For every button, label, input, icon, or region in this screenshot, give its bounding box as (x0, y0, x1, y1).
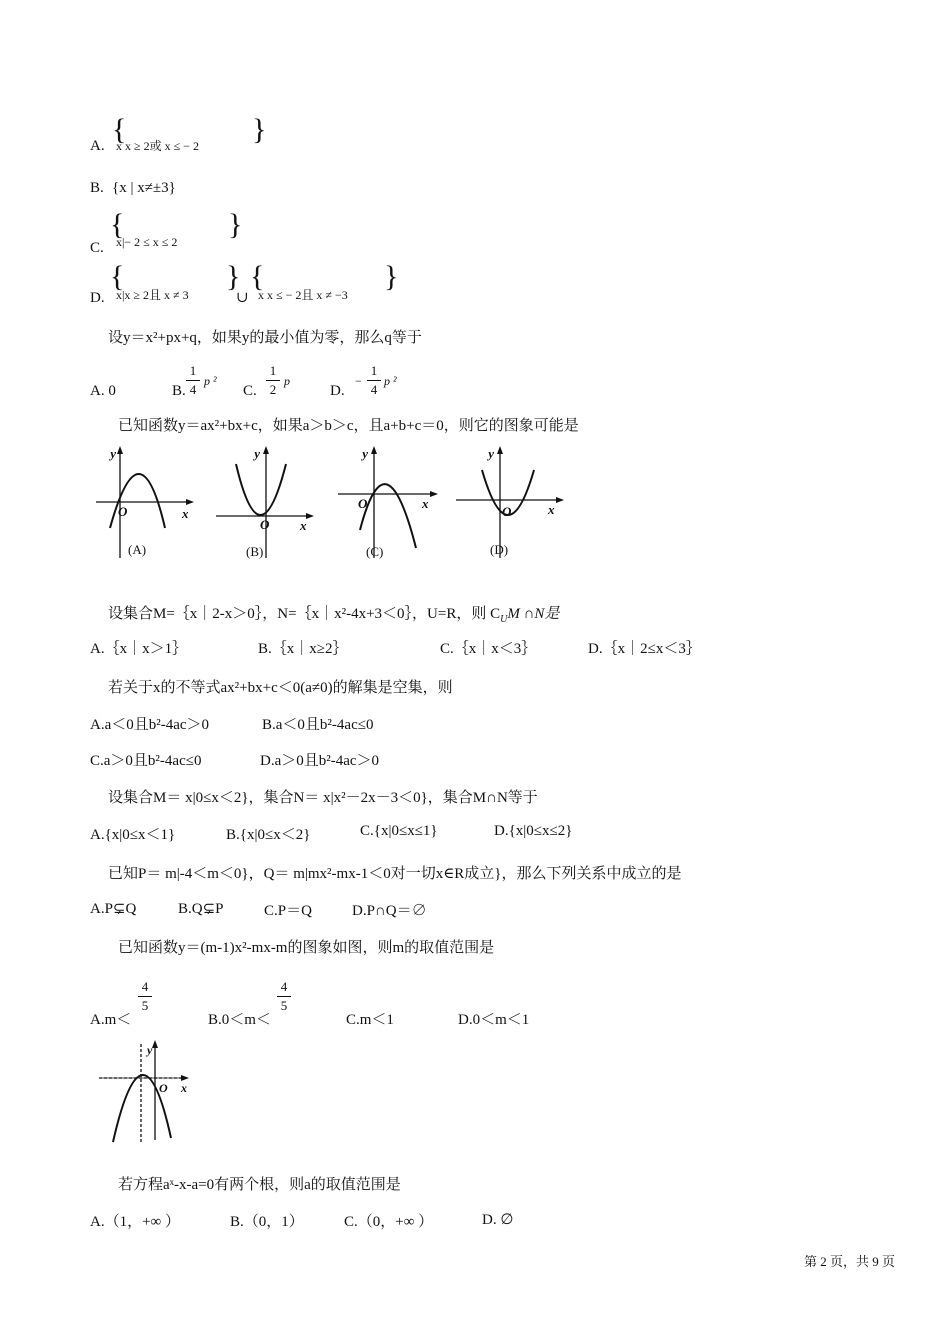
axis-label-x: x (181, 1081, 187, 1095)
axis-label-x: x (422, 496, 429, 511)
question-stem: 已知函数y＝ax²+bx+c，如果a＞b＞c，且a+b+c＝0，则它的图象可能是 (118, 418, 579, 434)
option-c: C.{x|0≤x≤1} (360, 823, 438, 839)
origin-label: O (260, 517, 270, 532)
question-stem: 已知P＝ m|-4＜m＜0}，Q＝ m|mx²-mx-1＜0对一切x∈R成立}，那么下列关系中成立的是 (108, 866, 682, 882)
numerator: 1 (189, 363, 197, 378)
fraction (138, 980, 152, 1013)
option-c-label: C. (243, 383, 257, 399)
denominator: 5 (141, 998, 149, 1013)
option-d-set-left: x|x ≥ 2且 x ≠ 3 (116, 288, 189, 302)
brace-right: } (384, 260, 399, 293)
question-stem: 若方程aˣ-x-a=0有两个根，则a的取值范围是 (118, 1177, 401, 1193)
option-c: C.｛x｜x＜3｝ (440, 641, 537, 657)
origin-label: O (358, 496, 368, 511)
variable: p ² (384, 374, 397, 388)
option-d-label: D. (330, 383, 345, 399)
fraction (277, 980, 291, 1013)
subscript: U (500, 614, 508, 625)
denominator: 4 (189, 382, 197, 397)
brace-right: } (252, 113, 267, 146)
graph-options-figure (90, 440, 580, 565)
origin-label: O (118, 504, 128, 519)
option-a: A.m＜ (90, 1012, 132, 1028)
question-stem (108, 602, 559, 625)
variable: p ² (204, 374, 217, 388)
parabola-figure (95, 1040, 205, 1145)
axis-label-y: y (362, 446, 368, 461)
denominator: 2 (269, 382, 277, 397)
graph-label-d: (D) (490, 542, 509, 557)
option-d: D.｛x｜2≤x＜3｝ (588, 641, 701, 657)
option-d-label: D. (90, 290, 105, 306)
graph-label-c: (C) (366, 544, 384, 559)
option-b-label: B. (172, 383, 186, 399)
option-a-set: x x ≥ 2或 x ≤ − 2 (116, 139, 199, 153)
question-stem: 设集合M＝ x|0≤x＜2}，集合N＝ x|x²－2x－3＜0}，集合M∩N等于 (108, 790, 538, 806)
option-c-label: C. (90, 240, 104, 256)
option-d: D. ∅ (482, 1212, 514, 1228)
numerator: 1 (370, 363, 378, 378)
option-a: A.｛x｜x＞1｝ (90, 641, 188, 657)
option-b: B.（0，1） (230, 1214, 304, 1230)
axis-label-y: y (147, 1043, 153, 1057)
option-a: A.（1，+∞ ） (90, 1214, 180, 1230)
origin-label: O (502, 504, 512, 519)
option-c: C.P＝Q (264, 903, 312, 919)
option-a-label: A. (90, 138, 105, 154)
graph-label-a: (A) (128, 542, 147, 557)
fraction (367, 364, 381, 397)
axis-label-y: y (254, 446, 260, 461)
option-a: A.a＜0且b²-4ac＞0 (90, 717, 210, 733)
stem-text: 设集合M=｛x｜2-x＞0｝，N=｛x｜x²-4x+3＜0｝，U=R，则 C (108, 606, 501, 622)
numerator: 1 (269, 363, 277, 378)
brace-left: { (110, 260, 125, 293)
stem-tail: M ∩N是 (507, 606, 560, 622)
brace-left: { (250, 260, 265, 293)
fraction (266, 364, 280, 397)
option-d: D.{x|0≤x≤2} (494, 823, 573, 839)
option-c-set: x|− 2 ≤ x ≤ 2 (116, 235, 178, 249)
option-b: B.Q⊊P (178, 901, 224, 917)
question-stem: 若关于x的不等式ax²+bx+c＜0(a≠0)的解集是空集，则 (108, 680, 453, 696)
brace-left: { (110, 208, 125, 241)
option-b: B.｛x｜x≥2｝ (258, 641, 348, 657)
axis-label-y: y (488, 446, 494, 461)
question-stem: 已知函数y＝(m-1)x²-mx-m的图象如图，则m的取值范围是 (118, 940, 495, 956)
axis-label-x: x (300, 518, 307, 533)
option-a: A. 0 (90, 383, 116, 399)
brace-left: { (112, 113, 127, 146)
option-b: B.0＜m＜ (208, 1012, 271, 1028)
option-a: A.P⊊Q (90, 901, 137, 917)
question-stem: 设y＝x²+px+q，如果y的最小值为零，那么q等于 (108, 330, 422, 346)
numerator: 4 (141, 979, 149, 994)
option-d: D.a＞0且b²-4ac＞0 (260, 753, 380, 769)
brace-right: } (228, 208, 243, 241)
denominator: 5 (280, 998, 288, 1013)
option-b: B.a＜0且b²-4ac≤0 (262, 717, 374, 733)
minus-sign: − (355, 374, 362, 388)
graph-label-b: (B) (246, 544, 264, 559)
origin-label: O (159, 1081, 168, 1095)
axis-label-x: x (182, 506, 189, 521)
page-footer: 第 2 页，共 9 页 (804, 1254, 896, 1269)
option-b-label: B. (90, 180, 104, 196)
fraction (186, 364, 200, 397)
option-d: D.0＜m＜1 (458, 1012, 530, 1028)
brace-right: } (226, 260, 241, 293)
numerator: 4 (280, 979, 288, 994)
option-b-set: {x | x≠±3} (112, 180, 176, 196)
option-d-set-right: x x ≤ − 2且 x ≠ −3 (258, 288, 348, 302)
option-b: B.{x|0≤x＜2} (226, 827, 311, 843)
axis-label-x: x (548, 502, 555, 517)
union-symbol: ∪ (236, 290, 249, 306)
denominator: 4 (370, 382, 378, 397)
variable: p (284, 374, 290, 388)
option-c: C.a＞0且b²-4ac≤0 (90, 753, 202, 769)
option-d: D.P∩Q＝∅ (352, 903, 427, 919)
option-a: A.{x|0≤x＜1} (90, 827, 176, 843)
axis-label-y: y (110, 446, 116, 461)
option-c: C.（0，+∞ ） (344, 1214, 434, 1230)
option-c: C.m＜1 (346, 1012, 394, 1028)
